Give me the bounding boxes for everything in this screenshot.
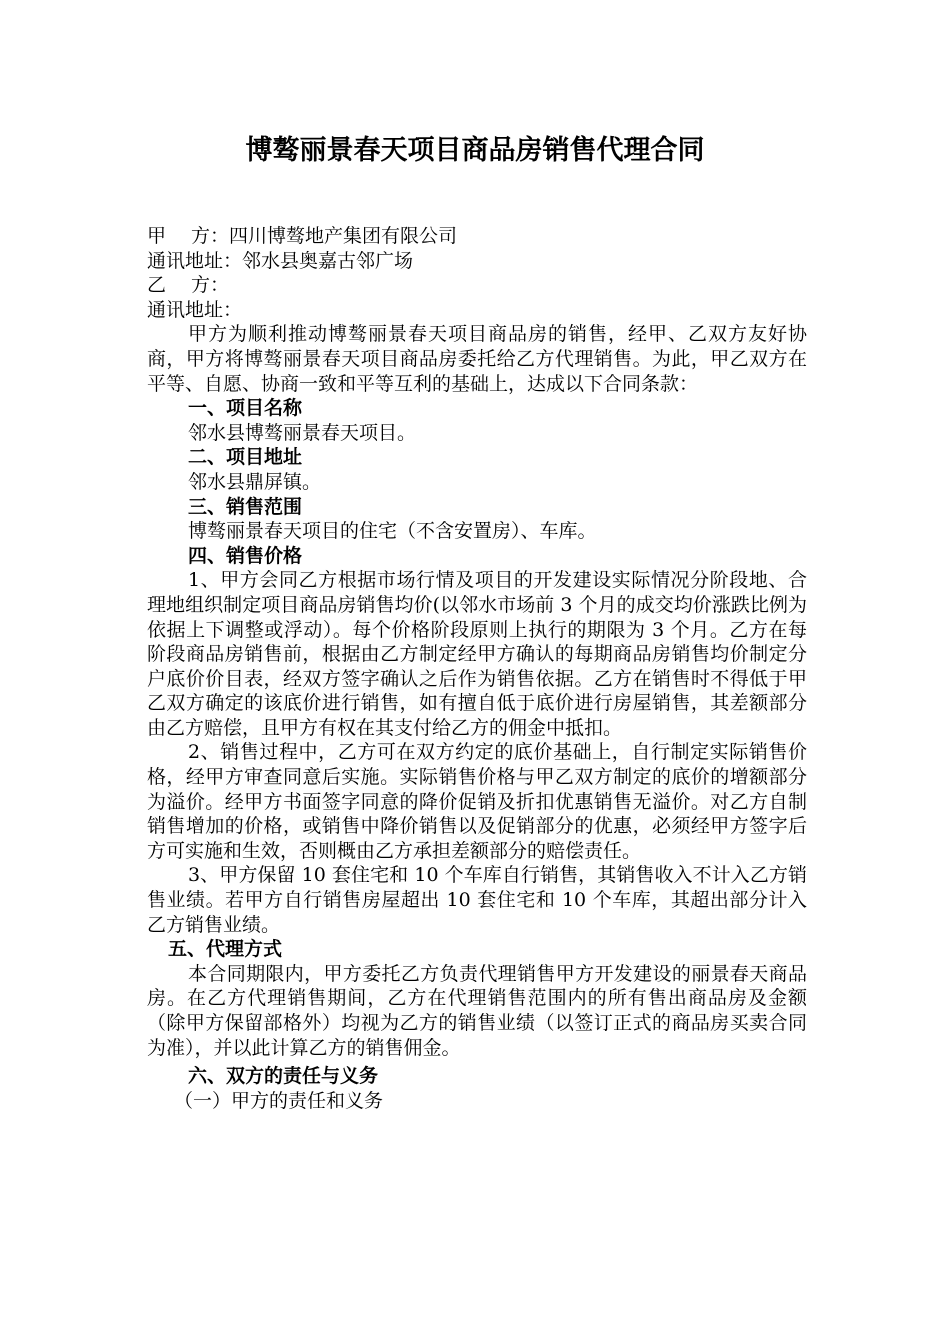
sales-scope-text: 博骜丽景春天项目的住宅（不含安置房）、车库。 (188, 520, 597, 543)
section-heading-sales-price: 四、销售价格 (188, 544, 303, 567)
party-a-line: 甲 方：四川博骜地产集团有限公司 (147, 225, 458, 247)
section-heading-project-name: 一、项目名称 (188, 397, 303, 420)
party-b-line: 乙 方： (147, 274, 230, 297)
document-body (147, 224, 807, 1113)
section-heading-sales-scope: 三、销售范围 (188, 495, 303, 518)
document-title: 博骜丽景春天项目商品房销售代理合同 (245, 135, 705, 166)
subsection-party-a-responsibilities: （一）甲方的责任和义务 (174, 1089, 384, 1112)
sales-price-clause-1: 1、甲方会同乙方根据市场行情及项目的开发建设实际情况分阶段地、合理地组织制定项目商品房销售均价(以邻水市场前 3 个月的成交均价涨跌比例为依据上下调整或浮动）。每个价格阶段原则上执行的期限为 3 个月。乙方在每阶段商品房销售前，根据由乙方制定经甲方确认的每期商品房销售均价制定分户底价价目表，经双方签字确认之后作为销售依据。乙方在销售时不得低于甲乙双方确定的该底价进行销售，如有擅自低于底价进行房屋销售，其差额部分由乙方赔偿，且甲方有权在其支付给乙方的佣金中抵扣。 (147, 569, 807, 739)
party-a-address-line: 通讯地址：邻水县奥嘉古邻广场 (147, 249, 414, 272)
section-heading-project-address: 二、项目地址 (188, 446, 303, 469)
agency-method-text: 本合同期限内，甲方委托乙方负责代理销售甲方开发建设的丽景春天商品房。在乙方代理销售期间，乙方在代理销售范围内的所有售出商品房及金额（除甲方保留部格外）均视为乙方的销售业绩（以签订正式的商品房买卖合同为准），并以此计算乙方的销售佣金。 (147, 962, 807, 1059)
project-name-text: 邻水县博骜丽景春天项目。 (188, 421, 417, 444)
preamble-paragraph: 甲方为顺利推动博骜丽景春天项目商品房的销售，经甲、乙双方友好协商，甲方将博骜丽景春天项目商品房委托给乙方代理销售。为此，甲乙双方在平等、自愿、协商一致和平等互利的基础上，达成以下合同条款： (147, 323, 807, 395)
sales-price-clause-2: 2、销售过程中，乙方可在双方约定的底价基础上，自行制定实际销售价格，经甲方审查同意后实施。实际销售价格与甲乙双方制定的底价的增额部分为溢价。经甲方书面签字同意的降价促销及折扣优惠销售无溢价。对乙方自制销售增加的价格，或销售中降价销售以及促销部分的优惠，必须经甲方签字后方可实施和生效，否则概由乙方承担差额部分的赔偿责任。 (147, 741, 807, 862)
section-heading-agency-method: 五、代理方式 (168, 938, 283, 961)
project-address-text: 邻水县鼎屏镇。 (188, 470, 322, 493)
sales-price-clause-3: 3、甲方保留 10 套住宅和 10 个车库自行销售，其销售收入不计入乙方销售业绩。若甲方自行销售房屋超出 10 套住宅和 10 个车库，其超出部分计入乙方销售业绩。 (147, 864, 807, 936)
party-b-address-line: 通讯地址： (147, 298, 243, 321)
section-heading-responsibilities: 六、双方的责任与义务 (188, 1065, 379, 1088)
